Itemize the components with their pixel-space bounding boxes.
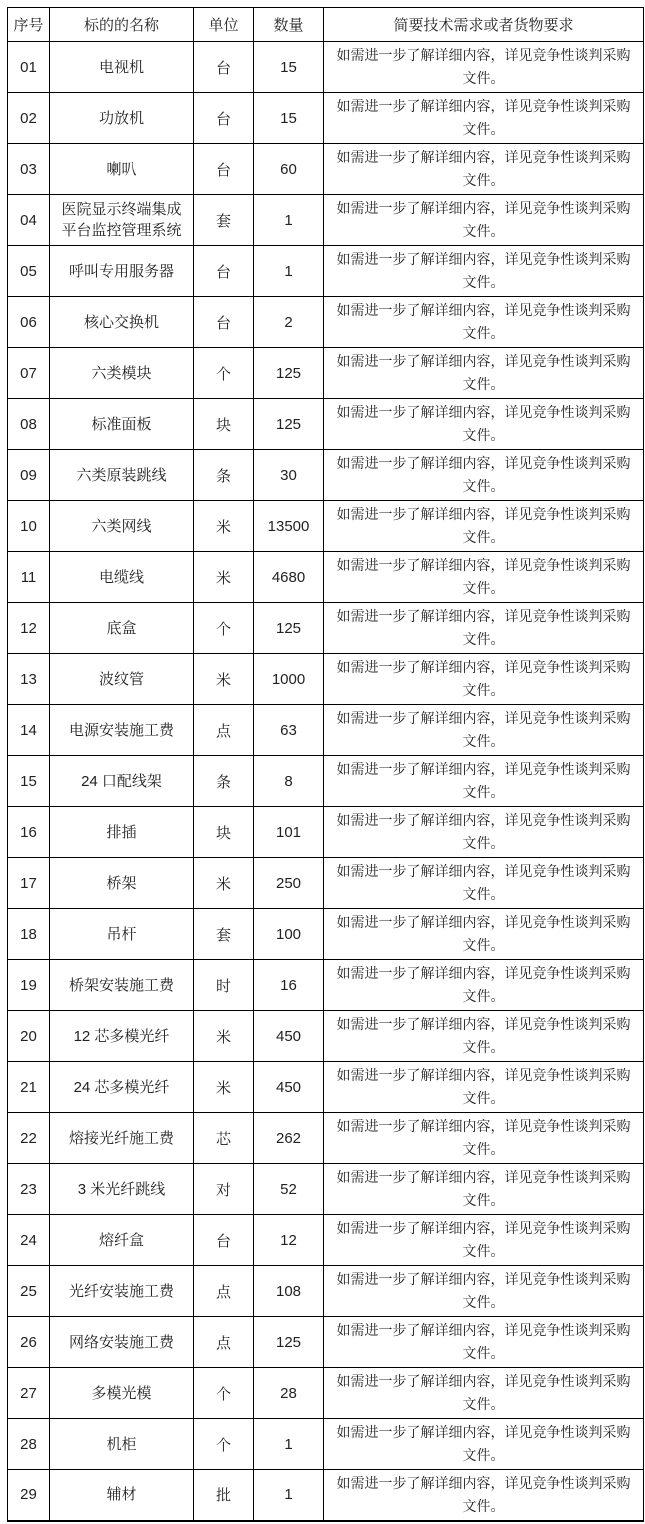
- requirement-line-2: 文件。: [462, 70, 505, 86]
- cell-serial-no: 23: [8, 1164, 50, 1215]
- requirement-line-2: 文件。: [462, 1141, 505, 1157]
- cell-quantity: 63: [254, 705, 324, 756]
- cell-serial-no: 19: [8, 960, 50, 1011]
- cell-unit: 米: [194, 654, 254, 705]
- requirement-line-1: 如需进一步了解详细内容，详见竞争性谈判采购: [336, 404, 631, 420]
- cell-quantity: 16: [254, 960, 324, 1011]
- cell-unit: 块: [194, 807, 254, 858]
- cell-quantity: 28: [254, 1368, 324, 1419]
- cell-serial-no: 26: [8, 1317, 50, 1368]
- cell-unit: 台: [194, 1215, 254, 1266]
- cell-requirement: [324, 42, 644, 93]
- cell-serial-no: 27: [8, 1368, 50, 1419]
- requirement-line-1: 如需进一步了解详细内容，详见竞争性谈判采购: [336, 1067, 631, 1083]
- requirement-line-1: 如需进一步了解详细内容，详见竞争性谈判采购: [336, 98, 631, 114]
- col-header-quantity: 数量: [254, 8, 324, 42]
- cell-requirement: [324, 93, 644, 144]
- table-row: [8, 144, 644, 195]
- table-row: [8, 1062, 644, 1113]
- cell-unit: 米: [194, 1062, 254, 1113]
- cell-requirement: [324, 1164, 644, 1215]
- cell-unit: 个: [194, 603, 254, 654]
- cell-serial-no: 12: [8, 603, 50, 654]
- cell-requirement: [324, 1266, 644, 1317]
- table-row: [8, 42, 644, 93]
- requirement-line-2: 文件。: [462, 1396, 505, 1412]
- cell-item-name: 多模光模: [50, 1368, 194, 1419]
- cell-unit: 条: [194, 450, 254, 501]
- cell-quantity: 125: [254, 399, 324, 450]
- cell-serial-no: 15: [8, 756, 50, 807]
- cell-requirement: [324, 858, 644, 909]
- requirement-line-1: 如需进一步了解详细内容，详见竞争性谈判采购: [336, 353, 631, 369]
- cell-quantity: 4680: [254, 552, 324, 603]
- requirement-line-2: 文件。: [462, 1345, 505, 1361]
- cell-item-name: 核心交换机: [50, 297, 194, 348]
- cell-item-name: 底盒: [50, 603, 194, 654]
- cell-quantity: 101: [254, 807, 324, 858]
- cell-requirement: [324, 1317, 644, 1368]
- cell-item-name: 功放机: [50, 93, 194, 144]
- cell-requirement: [324, 807, 644, 858]
- requirement-line-2: 文件。: [462, 580, 505, 596]
- cell-quantity: 250: [254, 858, 324, 909]
- cell-requirement: [324, 246, 644, 297]
- requirement-line-1: 如需进一步了解详细内容，详见竞争性谈判采购: [336, 149, 631, 165]
- requirement-line-2: 文件。: [462, 1497, 505, 1514]
- table-row: [8, 960, 644, 1011]
- cell-item-name: 熔接光纤施工费: [50, 1113, 194, 1164]
- requirement-line-1: 如需进一步了解详细内容，详见竞争性谈判采购: [336, 659, 631, 675]
- cell-item-name: 呼叫专用服务器: [50, 246, 194, 297]
- requirement-line-2: 文件。: [462, 631, 505, 647]
- cell-quantity: 15: [254, 93, 324, 144]
- requirement-line-1: 如需进一步了解详细内容，详见竞争性谈判采购: [336, 914, 631, 930]
- cell-quantity: 1: [254, 246, 324, 297]
- cell-unit: 对: [194, 1164, 254, 1215]
- cell-item-name: 电源安装施工费: [50, 705, 194, 756]
- cell-unit: 时: [194, 960, 254, 1011]
- requirement-line-2: 文件。: [462, 988, 505, 1004]
- cell-unit: 台: [194, 93, 254, 144]
- cell-item-name: 辅材: [50, 1470, 194, 1521]
- cell-item-name: 电缆线: [50, 552, 194, 603]
- cell-item-name: 电视机: [50, 42, 194, 93]
- cell-requirement: [324, 552, 644, 603]
- table-row: [8, 1164, 644, 1215]
- requirement-line-2: 文件。: [462, 682, 505, 698]
- requirement-line-2: 文件。: [462, 274, 505, 290]
- table-row: [8, 807, 644, 858]
- requirement-line-2: 文件。: [462, 1039, 505, 1055]
- cell-serial-no: 17: [8, 858, 50, 909]
- table-row: [8, 1113, 644, 1164]
- cell-unit: 套: [194, 195, 254, 246]
- cell-quantity: 60: [254, 144, 324, 195]
- requirement-line-1: 如需进一步了解详细内容，详见竞争性谈判采购: [336, 506, 631, 522]
- requirement-line-2: 文件。: [462, 1447, 505, 1463]
- cell-unit: 米: [194, 1011, 254, 1062]
- cell-unit: 套: [194, 909, 254, 960]
- cell-serial-no: 24: [8, 1215, 50, 1266]
- table-row: [8, 1419, 644, 1470]
- table-row: [8, 297, 644, 348]
- requirement-line-1: 如需进一步了解详细内容，详见竞争性谈判采购: [336, 1322, 631, 1338]
- cell-unit: 块: [194, 399, 254, 450]
- cell-requirement: [324, 654, 644, 705]
- table-row: [8, 858, 644, 909]
- procurement-items-table: [7, 7, 644, 1522]
- cell-quantity: 125: [254, 348, 324, 399]
- requirement-line-2: 文件。: [462, 529, 505, 545]
- cell-item-name: 医院显示终端集成平台监控管理系统: [50, 195, 194, 246]
- cell-requirement: [324, 1062, 644, 1113]
- cell-requirement: [324, 1470, 644, 1521]
- cell-requirement: [324, 1215, 644, 1266]
- table-row: [8, 501, 644, 552]
- table-row: [8, 909, 644, 960]
- col-header-item-name: 标的的名称: [50, 8, 194, 42]
- requirement-line-2: 文件。: [462, 427, 505, 443]
- cell-item-name: 网络安装施工费: [50, 1317, 194, 1368]
- table-body: [8, 42, 644, 1521]
- cell-unit: 点: [194, 1266, 254, 1317]
- requirement-line-1: 如需进一步了解详细内容，详见竞争性谈判采购: [336, 761, 631, 777]
- table-row: [8, 1266, 644, 1317]
- cell-requirement: [324, 1419, 644, 1470]
- cell-unit: 米: [194, 501, 254, 552]
- cell-quantity: 108: [254, 1266, 324, 1317]
- requirement-line-2: 文件。: [462, 784, 505, 800]
- cell-requirement: [324, 960, 644, 1011]
- cell-unit: 个: [194, 1419, 254, 1470]
- cell-serial-no: 01: [8, 42, 50, 93]
- cell-serial-no: 07: [8, 348, 50, 399]
- cell-requirement: [324, 348, 644, 399]
- cell-requirement: [324, 756, 644, 807]
- cell-quantity: 450: [254, 1062, 324, 1113]
- col-header-serial-no: 序号: [8, 8, 50, 42]
- requirement-line-2: 文件。: [462, 937, 505, 953]
- requirement-line-2: 文件。: [462, 478, 505, 494]
- cell-quantity: 8: [254, 756, 324, 807]
- col-header-requirement: 简要技术需求或者货物要求: [324, 8, 644, 42]
- requirement-line-2: 文件。: [462, 835, 505, 851]
- requirement-line-1: 如需进一步了解详细内容，详见竞争性谈判采购: [336, 47, 631, 63]
- table-row: [8, 195, 644, 246]
- cell-unit: 个: [194, 348, 254, 399]
- requirement-line-1: 如需进一步了解详细内容，详见竞争性谈判采购: [336, 1220, 631, 1236]
- table-row: [8, 246, 644, 297]
- cell-quantity: 1: [254, 195, 324, 246]
- cell-quantity: 1000: [254, 654, 324, 705]
- cell-serial-no: 25: [8, 1266, 50, 1317]
- requirement-line-1: 如需进一步了解详细内容，详见竞争性谈判采购: [336, 710, 631, 726]
- table-row: [8, 1215, 644, 1266]
- cell-serial-no: 20: [8, 1011, 50, 1062]
- cell-serial-no: 28: [8, 1419, 50, 1470]
- cell-quantity: 100: [254, 909, 324, 960]
- table-row: [8, 450, 644, 501]
- cell-item-name: 排插: [50, 807, 194, 858]
- requirement-line-2: 文件。: [462, 223, 505, 239]
- cell-quantity: 30: [254, 450, 324, 501]
- cell-requirement: [324, 399, 644, 450]
- cell-requirement: [324, 1368, 644, 1419]
- cell-unit: 台: [194, 297, 254, 348]
- cell-serial-no: 04: [8, 195, 50, 246]
- table-row: [8, 654, 644, 705]
- cell-requirement: [324, 705, 644, 756]
- requirement-line-2: 文件。: [462, 1090, 505, 1106]
- cell-serial-no: 06: [8, 297, 50, 348]
- cell-unit: 条: [194, 756, 254, 807]
- cell-item-name: 光纤安装施工费: [50, 1266, 194, 1317]
- requirement-line-1: 如需进一步了解详细内容，详见竞争性谈判采购: [336, 1474, 631, 1491]
- cell-serial-no: 22: [8, 1113, 50, 1164]
- cell-requirement: [324, 450, 644, 501]
- cell-serial-no: 13: [8, 654, 50, 705]
- cell-serial-no: 29: [8, 1470, 50, 1521]
- requirement-line-2: 文件。: [462, 1243, 505, 1259]
- requirement-line-2: 文件。: [462, 1192, 505, 1208]
- cell-serial-no: 21: [8, 1062, 50, 1113]
- cell-requirement: [324, 1011, 644, 1062]
- cell-serial-no: 05: [8, 246, 50, 297]
- cell-serial-no: 08: [8, 399, 50, 450]
- table-row: [8, 1317, 644, 1368]
- cell-quantity: 125: [254, 1317, 324, 1368]
- requirement-line-1: 如需进一步了解详细内容，详见竞争性谈判采购: [336, 812, 631, 828]
- requirement-line-2: 文件。: [462, 172, 505, 188]
- cell-quantity: 125: [254, 603, 324, 654]
- table-row: [8, 93, 644, 144]
- requirement-line-1: 如需进一步了解详细内容，详见竞争性谈判采购: [336, 251, 631, 267]
- cell-quantity: 262: [254, 1113, 324, 1164]
- requirement-line-1: 如需进一步了解详细内容，详见竞争性谈判采购: [336, 1271, 631, 1287]
- table-row: [8, 1011, 644, 1062]
- cell-serial-no: 16: [8, 807, 50, 858]
- requirement-line-2: 文件。: [462, 733, 505, 749]
- table-row: [8, 552, 644, 603]
- cell-item-name: 桥架安装施工费: [50, 960, 194, 1011]
- cell-item-name: 喇叭: [50, 144, 194, 195]
- requirement-line-2: 文件。: [462, 886, 505, 902]
- cell-quantity: 13500: [254, 501, 324, 552]
- cell-quantity: 2: [254, 297, 324, 348]
- cell-item-name: 熔纤盒: [50, 1215, 194, 1266]
- cell-quantity: 52: [254, 1164, 324, 1215]
- cell-item-name: 吊杆: [50, 909, 194, 960]
- cell-item-name: 六类原装跳线: [50, 450, 194, 501]
- cell-item-name: 标准面板: [50, 399, 194, 450]
- cell-unit: 批: [194, 1470, 254, 1521]
- cell-item-name: 24 口配线架: [50, 756, 194, 807]
- table-row: [8, 705, 644, 756]
- cell-item-name: 3 米光纤跳线: [50, 1164, 194, 1215]
- cell-unit: 点: [194, 1317, 254, 1368]
- col-header-unit: 单位: [194, 8, 254, 42]
- cell-item-name: 机柜: [50, 1419, 194, 1470]
- cell-quantity: 12: [254, 1215, 324, 1266]
- cell-item-name: 12 芯多模光纤: [50, 1011, 194, 1062]
- requirement-line-2: 文件。: [462, 376, 505, 392]
- cell-serial-no: 10: [8, 501, 50, 552]
- cell-requirement: [324, 909, 644, 960]
- requirement-line-1: 如需进一步了解详细内容，详见竞争性谈判采购: [336, 1118, 631, 1134]
- cell-requirement: [324, 501, 644, 552]
- table-row: [8, 1368, 644, 1419]
- cell-item-name: 六类网线: [50, 501, 194, 552]
- cell-serial-no: 11: [8, 552, 50, 603]
- requirement-line-1: 如需进一步了解详细内容，详见竞争性谈判采购: [336, 965, 631, 981]
- cell-unit: 个: [194, 1368, 254, 1419]
- cell-unit: 点: [194, 705, 254, 756]
- header-row: [8, 8, 644, 42]
- cell-serial-no: 18: [8, 909, 50, 960]
- table-row: [8, 399, 644, 450]
- cell-item-name: 24 芯多模光纤: [50, 1062, 194, 1113]
- requirement-line-1: 如需进一步了解详细内容，详见竞争性谈判采购: [336, 557, 631, 573]
- requirement-line-2: 文件。: [462, 1294, 505, 1310]
- cell-item-name: 波纹管: [50, 654, 194, 705]
- cell-serial-no: 14: [8, 705, 50, 756]
- requirement-line-1: 如需进一步了解详细内容，详见竞争性谈判采购: [336, 302, 631, 318]
- cell-requirement: [324, 195, 644, 246]
- table-header: [8, 8, 644, 42]
- cell-unit: 台: [194, 246, 254, 297]
- requirement-line-1: 如需进一步了解详细内容，详见竞争性谈判采购: [336, 200, 631, 216]
- requirement-line-2: 文件。: [462, 121, 505, 137]
- requirement-line-1: 如需进一步了解详细内容，详见竞争性谈判采购: [336, 1373, 631, 1389]
- requirement-line-1: 如需进一步了解详细内容，详见竞争性谈判采购: [336, 863, 631, 879]
- cell-item-name: 六类模块: [50, 348, 194, 399]
- table-row: [8, 756, 644, 807]
- cell-serial-no: 03: [8, 144, 50, 195]
- table-row: [8, 603, 644, 654]
- cell-unit: 台: [194, 42, 254, 93]
- table-row: [8, 1470, 644, 1521]
- cell-unit: 台: [194, 144, 254, 195]
- cell-requirement: [324, 297, 644, 348]
- cell-unit: 米: [194, 858, 254, 909]
- cell-quantity: 1: [254, 1470, 324, 1521]
- requirement-line-1: 如需进一步了解详细内容，详见竞争性谈判采购: [336, 1169, 631, 1185]
- requirement-line-1: 如需进一步了解详细内容，详见竞争性谈判采购: [336, 455, 631, 471]
- requirement-line-1: 如需进一步了解详细内容，详见竞争性谈判采购: [336, 1016, 631, 1032]
- requirement-line-1: 如需进一步了解详细内容，详见竞争性谈判采购: [336, 1424, 631, 1440]
- cell-serial-no: 09: [8, 450, 50, 501]
- cell-item-name: 桥架: [50, 858, 194, 909]
- requirement-line-1: 如需进一步了解详细内容，详见竞争性谈判采购: [336, 608, 631, 624]
- cell-quantity: 1: [254, 1419, 324, 1470]
- cell-unit: 芯: [194, 1113, 254, 1164]
- table-row: [8, 348, 644, 399]
- cell-serial-no: 02: [8, 93, 50, 144]
- cell-requirement: [324, 603, 644, 654]
- cell-quantity: 450: [254, 1011, 324, 1062]
- cell-quantity: 15: [254, 42, 324, 93]
- cell-requirement: [324, 144, 644, 195]
- cell-requirement: [324, 1113, 644, 1164]
- requirement-line-2: 文件。: [462, 325, 505, 341]
- cell-unit: 米: [194, 552, 254, 603]
